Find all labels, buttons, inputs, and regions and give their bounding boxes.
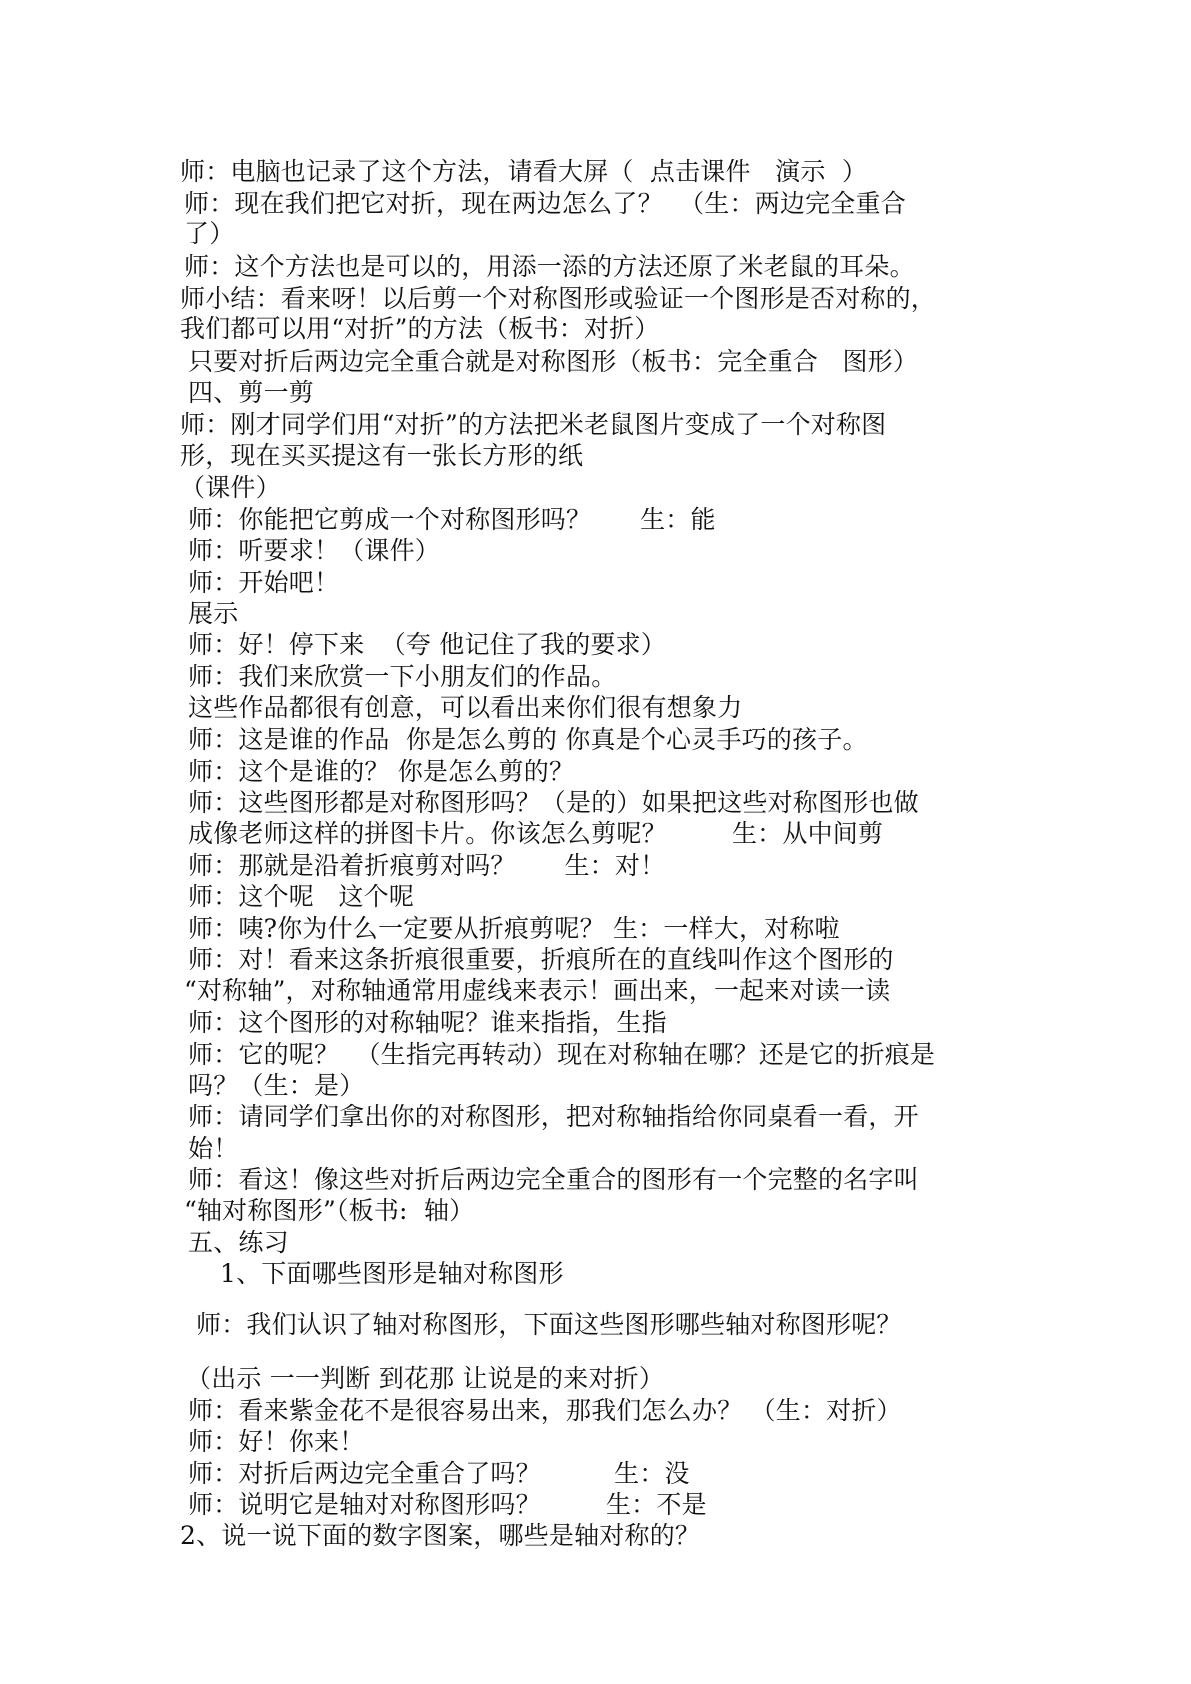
text-line: 师：对折后两边完全重合了吗？ 生：没: [188, 1459, 690, 1488]
text-line: 师：这是谁的作品 你是怎么剪的 你真是个心灵手巧的孩子。: [188, 725, 868, 754]
text-line: 师：电脑也记录了这个方法，请看大屏（ 点击课件 演示 ）: [180, 157, 868, 186]
text-line: 形，现在买买提这有一张长方形的纸: [180, 441, 584, 470]
text-line: 师：说明它是轴对对称图形吗？ 生：不是: [188, 1490, 707, 1519]
text-line: 师：对！看来这条折痕很重要，折痕所在的直线叫作这个图形的: [188, 945, 894, 974]
text-line: （课件）: [180, 473, 281, 502]
text-line: 师：你能把它剪成一个对称图形吗？ 生：能: [188, 505, 716, 534]
text-line: 师：这个图形的对称轴呢？谁来指指，生指: [188, 1008, 667, 1037]
text-line: 师：这些图形都是对称图形吗？（是的）如果把这些对称图形也做: [188, 788, 919, 817]
text-line: 师：刚才同学们用“对折”的方法把米老鼠图片变成了一个对称图: [180, 410, 887, 439]
text-line: “对称轴”，对称轴通常用虚线来表示！画出来，一起来对读一读: [184, 976, 891, 1005]
text-line: 师：开始吧！: [188, 568, 340, 597]
text-line: 师：它的呢？ （生指完再转动）现在对称轴在哪？还是它的折痕是: [188, 1040, 936, 1069]
text-line: 师：现在我们把它对折，现在两边怎么了？ （生：两边完全重合: [184, 189, 906, 218]
text-line: 这些作品都很有创意，可以看出来你们很有想象力: [188, 693, 743, 722]
text-line: 只要对折后两边完全重合就是对称图形（板书：完全重合 图形）: [188, 347, 919, 376]
text-line: 师：这个方法也是可以的，用添一添的方法还原了米老鼠的耳朵。: [184, 252, 915, 281]
text-line: 始！: [188, 1134, 239, 1163]
text-line: 师小结：看来呀！以后剪一个对称图形或验证一个图形是否对称的，: [180, 284, 937, 313]
text-line: 师：请同学们拿出你的对称图形，把对称轴指给你同桌看一看，开: [188, 1102, 919, 1131]
text-line: 师：看来紫金花不是很容易出来，那我们怎么办？ （生：对折）: [188, 1396, 902, 1425]
text-line: 师：这个呢 这个呢: [188, 882, 415, 911]
text-line: 师：好！停下来 （夸 他记住了我的要求）: [188, 630, 667, 659]
text-line: 师：看这！像这些对折后两边完全重合的图形有一个完整的名字叫: [188, 1165, 919, 1194]
text-line: 师：我们认识了轴对称图形，下面这些图形哪些轴对称图形呢？: [196, 1310, 902, 1339]
text-line: 师：听要求！（课件）: [188, 536, 441, 565]
text-line: 师：这个是谁的？ 你是怎么剪的？: [188, 757, 575, 786]
text-line: 师：咦?你为什么一定要从折痕剪呢？ 生：一样大，对称啦: [188, 914, 840, 943]
exercise-item: 1、下面哪些图形是轴对称图形: [220, 1259, 564, 1288]
section-heading: 五、练习: [188, 1228, 289, 1257]
text-line: 我们都可以用“对折”的方法（板书：对折）: [180, 314, 660, 343]
section-heading: 四、剪一剪: [188, 378, 315, 407]
text-line: 师：那就是沿着折痕剪对吗？ 生：对！: [188, 851, 666, 880]
text-line: 师：好！你来！: [188, 1427, 365, 1456]
text-line: 吗？（生：是）: [188, 1071, 365, 1100]
text-line: 展示: [188, 599, 239, 628]
text-line: 了）: [184, 219, 235, 248]
exercise-item: 2、说一说下面的数字图案，哪些是轴对称的？: [180, 1521, 701, 1550]
text-line: （出示 一一判断 到花那 让说是的来对折）: [186, 1364, 665, 1393]
text-line: 师：我们来欣赏一下小朋友们的作品。: [188, 662, 617, 691]
text-line: 成像老师这样的拼图卡片。你该怎么剪呢？ 生：从中间剪: [188, 819, 884, 848]
text-line: “轴对称图形”（板书: 轴）: [184, 1196, 475, 1225]
